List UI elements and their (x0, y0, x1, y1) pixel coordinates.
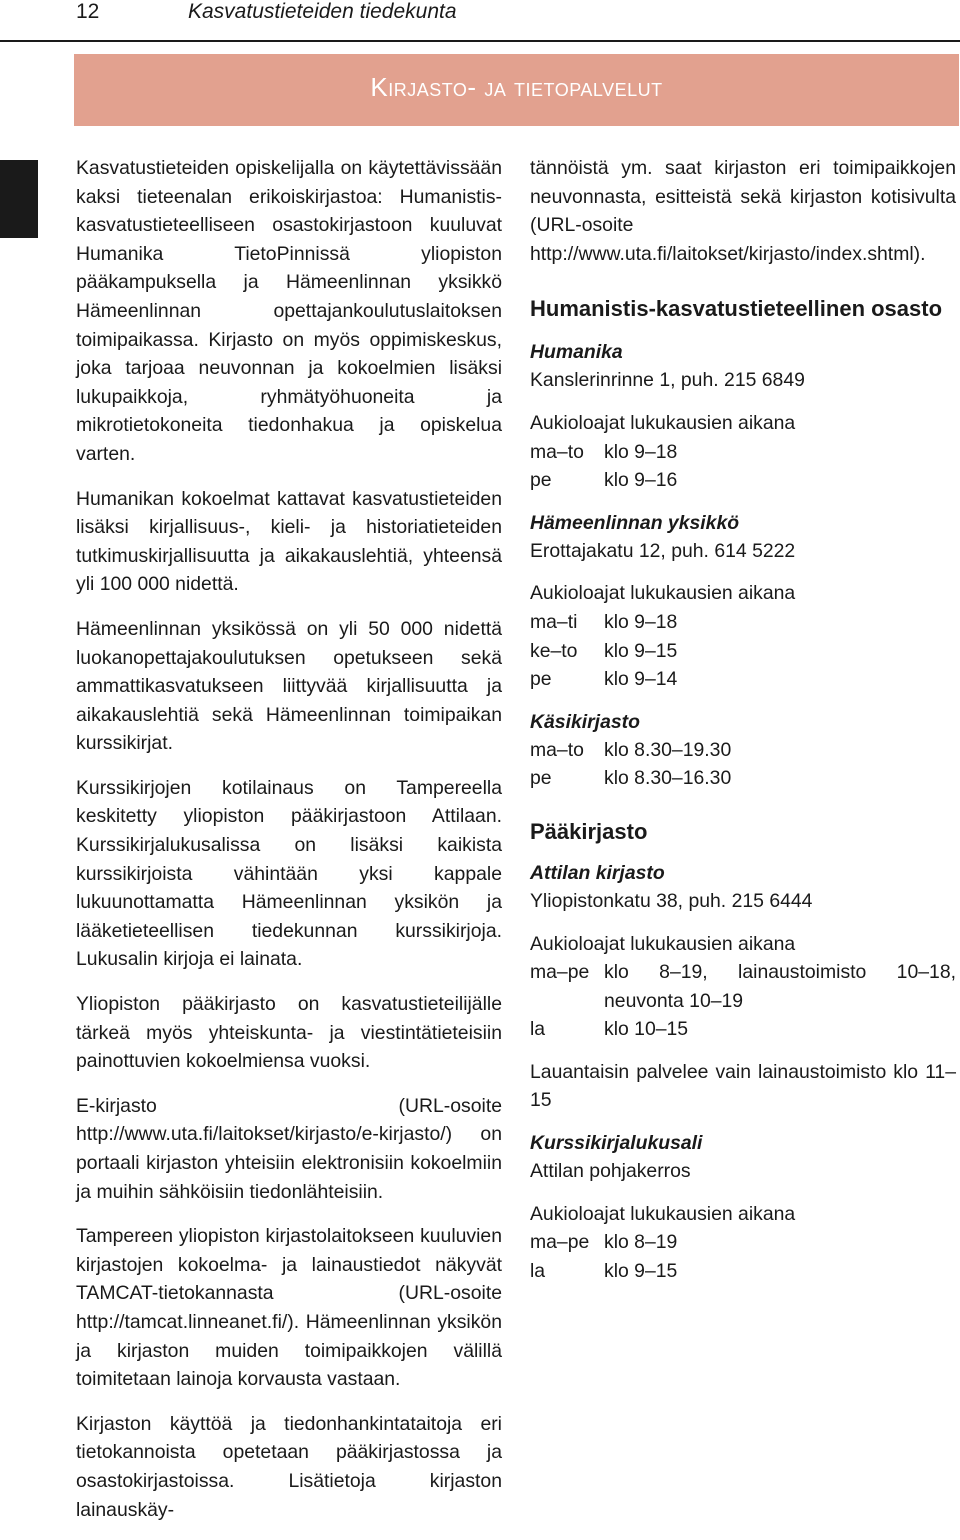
thumb-tab (0, 160, 38, 238)
library-name: Hämeenlinnan yksikkö (530, 511, 740, 534)
library-address: Attilan pohjakerros (530, 1160, 691, 1183)
hours-day: ma–ti (530, 610, 578, 633)
hours-time: klo 9–15 (604, 639, 678, 662)
banner-title: Kirjasto- ja tietopalvelut (370, 72, 663, 102)
hours-row (530, 438, 956, 467)
page-header (0, 0, 960, 40)
library-name: Kurssikirjalukusali (530, 1132, 703, 1155)
hours-time: klo 9–16 (604, 469, 678, 492)
hours-title: Aukioloajat lukukausien aikana (530, 582, 796, 605)
hours-time: klo 9–18 (604, 610, 678, 633)
paragraph: Yliopiston pääkirjasto on kasvatustieteilijälle tärkeä myös yhteiskunta- ja viestintätieteisiin painottuvien kokoelmiensa vuoksi. (76, 993, 502, 1073)
section-heading: Pääkirjasto (530, 818, 648, 844)
hours-row (530, 1257, 956, 1286)
hours-row (530, 608, 956, 637)
paragraph: Lauantaisin palvelee vain lainaustoimisto klo 11–15 (530, 1060, 956, 1112)
hours-row (530, 764, 956, 793)
library-name: Attilan kirjasto (530, 861, 665, 884)
right-column (530, 154, 956, 1285)
hours-time: klo 9–18 (604, 440, 678, 463)
hours-title: Aukioloajat lukukausien aikana (530, 411, 796, 434)
paragraph: Kurssikirjojen kotilainaus on Tampereella keskitetty yliopiston pääkirjastoon Attilaan. Kurssikirjalukusalissa on lisäksi kaikista kurssikirjoista vähintään yksi kappale lukuunottamatta Hämeenlinnan yksikön ja lääketieteellisen tiedekunnan kurssikirjoja. Lukusalin kirjoja ei lainata. (76, 776, 502, 971)
hours-day: ke–to (530, 639, 578, 662)
hours-row (530, 736, 956, 765)
hours-row (530, 665, 956, 694)
hours-day: ma–to (530, 738, 584, 761)
hours-time: klo 9–14 (604, 668, 678, 691)
department-name: Kasvatustieteiden tiedekunta (188, 0, 457, 23)
hours-day: pe (530, 668, 552, 691)
hours-day: ma–to (530, 440, 584, 463)
header-rule (0, 40, 960, 42)
paragraph: Kasvatustieteiden opiskelijalla on käytettävissään kaksi tieteenalan erikoiskirjastoa: Humanistis-kasvatustieteelliseen osastokirjastoon kuuluvat Humanika TietoPinnissä yliopiston pääkampuksella ja Hämeenlinnan yksikkö Hämeenlinnan opettajankoulutuslaitoksen toimipaikassa. Kirjasto on myös oppimiskeskus, joka tarjoaa neuvonnan ja kokoelmien lisäksi lukupaikkoja, ryhmätyöhuoneita ja mikrotietokoneita tiedonhakua ja opiskelua varten. (76, 157, 502, 465)
hours-time: klo 8.30–16.30 (604, 767, 732, 790)
page-number: 12 (76, 0, 100, 23)
hours-row (530, 958, 956, 1015)
hours-title: Aukioloajat lukukausien aikana (530, 1202, 796, 1225)
paragraph: Humanikan kokoelmat kattavat kasvatustieteiden lisäksi kirjallisuus-, kieli- ja historiatieteiden tutkimuskirjallisuutta ja aikakauslehtiä, yhteensä yli 100 000 nidettä. (76, 487, 502, 596)
paragraph: Kirjaston käyttöä ja tiedonhankintataitoja eri tietokannoista opetetaan pääkirjastossa ja osastokirjastoissa. Lisätietoja kirjaston lainauskäy- (76, 1412, 502, 1521)
left-column (76, 154, 502, 1540)
library-address: Yliopistonkatu 38, puh. 215 6444 (530, 889, 813, 912)
paragraph: Hämeenlinnan yksikössä on yli 50 000 nidettä luokanopettajakoulutuksen opetukseen sekä ammattikasvatukseen liittyvää kirjallisuutta ja aikakauslehtiä sekä Hämeenlinnan toimipaikan kurssikirjat. (76, 617, 502, 755)
section-banner (74, 54, 959, 126)
hours-time: klo 8–19, lainaustoimisto 10–18, neuvonta 10–19 (604, 961, 956, 1012)
hours-time: klo 10–15 (604, 1018, 689, 1041)
library-address: Kanslerinrinne 1, puh. 215 6849 (530, 369, 805, 392)
hours-day: ma–pe (530, 961, 590, 984)
hours-row (530, 1015, 956, 1044)
paragraph: Tampereen yliopiston kirjastolaitokseen kuuluvien kirjastojen kokoelma- ja lainaustiedot näkyvät TAMCAT-tietokannasta (URL-osoite http://tamcat.linneanet.fi/). Hämeenlinnan yksikön ja kirjaston muiden toimipaikkojen välillä toimitetaan lainoja korvausta vastaan. (76, 1225, 502, 1391)
hours-day: ma–pe (530, 1231, 590, 1254)
hours-day: la (530, 1018, 546, 1041)
paragraph: tännöistä ym. saat kirjaston eri toimipaikkojen neuvonnasta, esitteistä sekä kirjaston kotisivulta (URL-osoite http://www.uta.fi/laitokset/kirjasto/index.shtml). (530, 157, 956, 265)
hours-row (530, 637, 956, 666)
hours-title: Aukioloajat lukukausien aikana (530, 932, 796, 955)
library-address: Erottajakatu 12, puh. 614 5222 (530, 539, 796, 562)
library-name: Humanika (530, 341, 623, 364)
hours-day: la (530, 1259, 546, 1282)
hours-row (530, 1228, 956, 1257)
hours-time: klo 8.30–19.30 (604, 738, 732, 761)
library-name: Käsikirjasto (530, 710, 640, 733)
hours-day: pe (530, 469, 552, 492)
hours-row (530, 466, 956, 495)
hours-time: klo 8–19 (604, 1231, 678, 1254)
section-heading: Humanistis-kasvatustieteellinen osasto (530, 296, 943, 322)
paragraph: E-kirjasto (URL-osoite http://www.uta.fi/laitokset/kirjasto/e-kirjasto/) on portaali kirjaston yhteisiin elektronisiin kokoelmiin ja muihin sähköisiin tiedonlähteisiin. (76, 1094, 502, 1203)
hours-day: pe (530, 767, 552, 790)
hours-time: klo 9–15 (604, 1259, 678, 1282)
